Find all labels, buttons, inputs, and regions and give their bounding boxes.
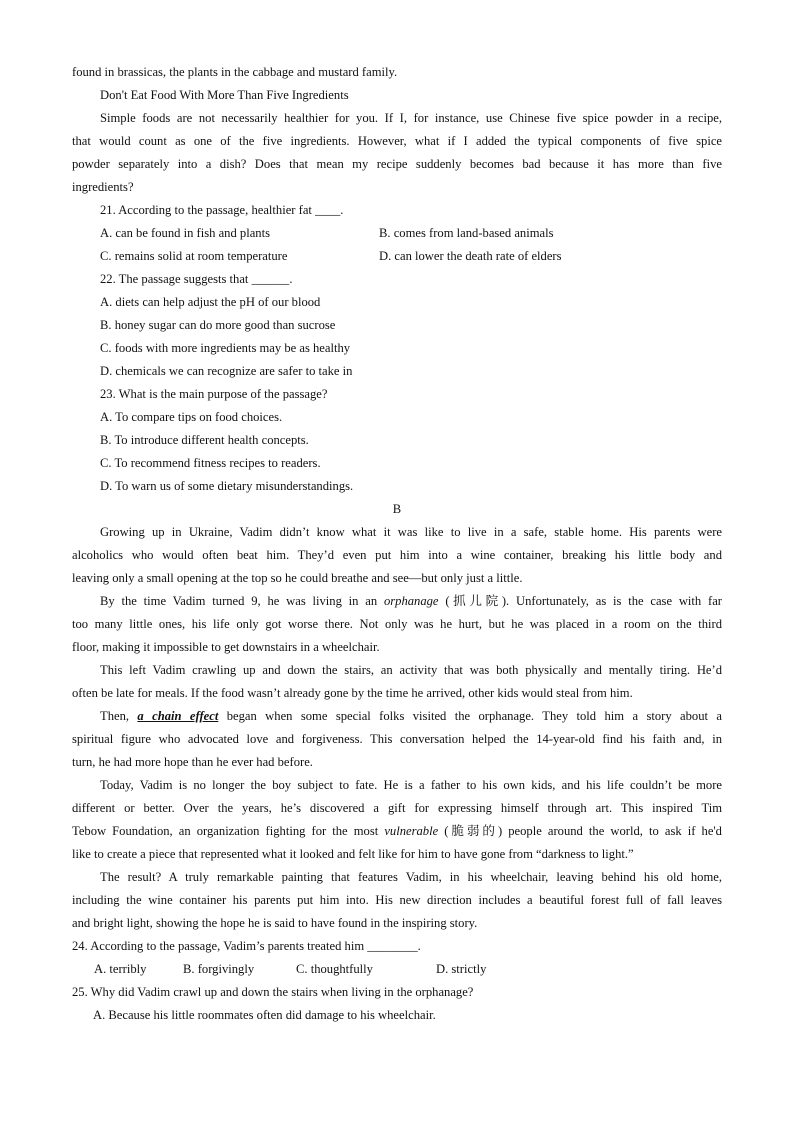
option-22-d[interactable]: D. chemicals we can recognize are safer to take in [100,364,353,378]
option-24-d[interactable]: D. strictly [436,962,487,976]
glossed-word: vulnerable [384,824,439,838]
question-21-options-row [72,223,722,243]
text-segment: Then, [100,709,138,723]
text-line [72,706,722,726]
section-heading: Don't Eat Food With More Than Five Ingredients [100,88,349,102]
question-24-options-row [72,959,722,979]
text-line: often be late for meals. If the food wasn’t already gone by the time he arrived, other kids would steal from him. [72,686,633,700]
text-line: that would count as one of the five ingredients. However, what if I added the typical components of five spice [72,134,722,148]
question-21-stem: 21. According to the passage, healthier fat ____. [100,203,344,217]
option-23-a[interactable]: A. To compare tips on food choices. [100,410,283,424]
text-segment: (脆弱的) people around the world, to ask if he'd [438,824,722,838]
text-line: like to create a piece that represented what it looked and felt like for him to have gone from “darkness to light.” [72,847,634,861]
option-22-a[interactable]: A. diets can help adjust the pH of our blood [100,295,321,309]
text-line: turn, he had more hope than he ever had before. [72,755,313,769]
text-line: floor, making it impossible to get downstairs in a wheelchair. [72,640,380,654]
text-segment: (抓儿院). Unfortunately, as is the case with far [438,594,722,608]
option-23-c[interactable]: C. To recommend fitness recipes to readers. [100,456,321,470]
text-segment: began when some special folks visited the orphanage. They told him a story about a [218,709,722,723]
text-line: leaving only a small opening at the top so he could breathe and see—but only just a little. [72,571,523,585]
text-line: spiritual figure who advocated love and forgiveness. This conversation helped the 14-year-old find his faith and, in [72,732,722,746]
text-line: and bright light, showing the hope he is said to have found in the inspiring story. [72,916,478,930]
text-line: Simple foods are not necessarily healthier for you. If I, for instance, use Chinese five spice powder in a recipe, [100,111,722,125]
text-line: The result? A truly remarkable painting that features Vadim, in his wheelchair, leaving behind his old home, [100,870,722,884]
option-22-b[interactable]: B. honey sugar can do more good than sucrose [100,318,336,332]
text-segment: By the time Vadim turned 9, he was living in an [100,594,384,608]
question-23-stem: 23. What is the main purpose of the passage? [100,387,328,401]
question-24-stem: 24. According to the passage, Vadim’s parents treated him ________. [72,939,421,953]
option-21-c[interactable]: C. remains solid at room temperature [100,249,288,263]
text-line: alcoholics who would often beat him. They’d even put him into a wine container, breaking his little body and [72,548,722,562]
option-23-d[interactable]: D. To warn us of some dietary misunderstandings. [100,479,354,493]
option-23-b[interactable]: B. To introduce different health concepts. [100,433,309,447]
underlined-phrase: a chain effect [137,709,219,723]
option-25-a[interactable]: A. Because his little roommates often did damage to his wheelchair. [93,1008,436,1022]
text-line: ingredients? [72,180,134,194]
text-line: different or better. Over the years, he’s discovered a gift for expressing himself through art. This inspired Tim [72,801,722,815]
text-line: found in brassicas, the plants in the cabbage and mustard family. [72,65,398,79]
option-24-a[interactable]: A. terribly [94,962,147,976]
text-segment: Tebow Foundation, an organization fighting for the most [72,824,385,838]
text-line [72,821,722,841]
option-21-b[interactable]: B. comes from land-based animals [379,226,554,240]
text-line: too many little ones, his life only got worse there. Not only was he hurt, but he was placed in a room on the third [72,617,722,631]
text-line: This left Vadim crawling up and down the stairs, an activity that was both physically and mentally tiring. He’d [100,663,722,677]
question-25-stem: 25. Why did Vadim crawl up and down the stairs when living in the orphanage? [72,985,474,999]
text-line: including the wine container his parents put him into. His new direction includes a beautiful forest full of fall leaves [72,893,722,907]
question-22-stem: 22. The passage suggests that ______. [100,272,293,286]
option-21-d[interactable]: D. can lower the death rate of elders [379,249,562,263]
text-line: powder separately into a dish? Does that mean my recipe suddenly becomes bad because it has more than five [72,157,722,171]
text-line [72,591,722,611]
option-24-b[interactable]: B. forgivingly [183,962,255,976]
glossed-word: orphanage [383,594,439,608]
text-line: Growing up in Ukraine, Vadim didn’t know what it was like to live in a safe, stable home. His parents were [100,525,722,539]
text-line: Today, Vadim is no longer the boy subject to fate. He is a father to his own kids, and his life couldn’t be more [100,778,722,792]
section-label: B [392,502,402,516]
option-22-c[interactable]: C. foods with more ingredients may be as healthy [100,341,351,355]
option-24-c[interactable]: C. thoughtfully [296,962,373,976]
question-25-options-row [72,1005,722,1025]
option-21-a[interactable]: A. can be found in fish and plants [100,226,270,240]
question-21-options-row [72,246,722,266]
